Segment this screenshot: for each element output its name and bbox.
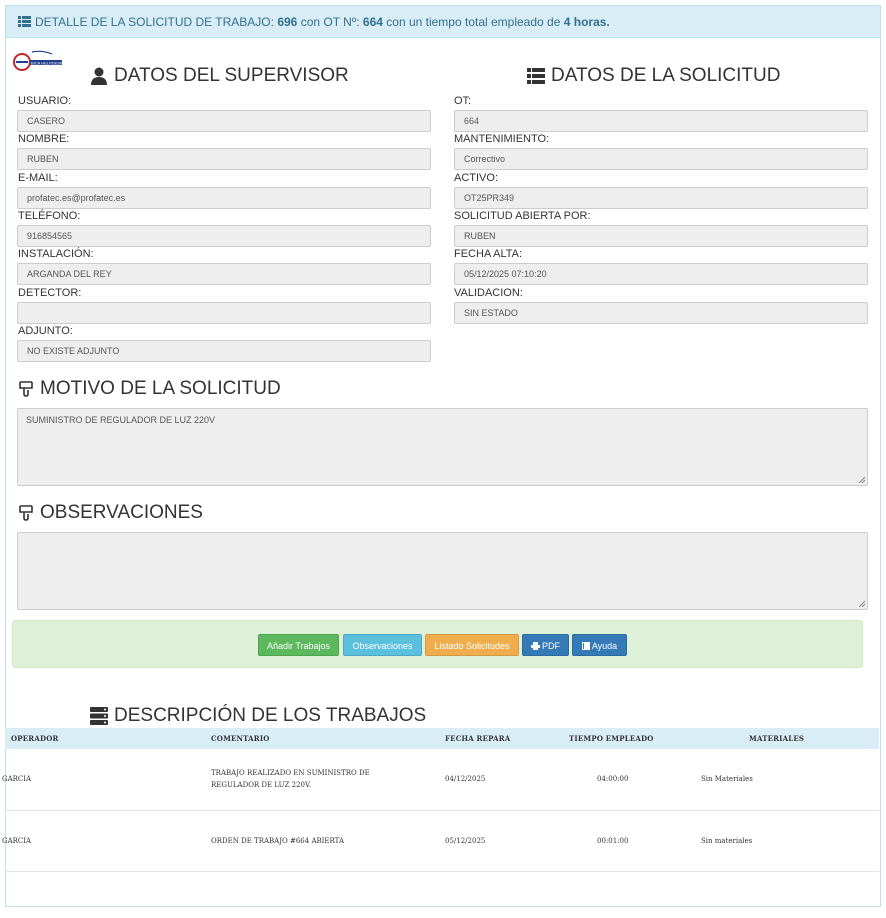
list-icon: [527, 68, 545, 84]
activo-label: ACTIVO:: [454, 172, 499, 184]
solicitud-section-title: [527, 65, 780, 87]
cell-tiempo: 00:01:00: [563, 810, 743, 871]
adjunto-label: ADJUNTO:: [18, 325, 73, 337]
pdf-button[interactable]: [522, 634, 569, 656]
panel-heading: [6, 6, 880, 38]
observaciones-textarea[interactable]: [17, 532, 868, 610]
usuario-label: USUARIO:: [18, 95, 72, 107]
heading-suffix: con un tiempo total empleado de: [386, 15, 561, 29]
ayuda-button[interactable]: [572, 634, 627, 656]
cell-operador: GARCIA: [5, 810, 205, 871]
detector-field[interactable]: [17, 302, 431, 324]
solicitud-title-text: DATOS DE LA SOLICITUD: [551, 65, 781, 86]
server-icon: [90, 707, 108, 725]
logo-text: BICA HELPDESK: [31, 60, 63, 66]
trabajos-section-title: [90, 705, 426, 727]
nombre-label: NOMBRE:: [18, 133, 70, 145]
column-header-materiales: MATERIALES: [743, 728, 879, 749]
total-hours: 4 horas.: [563, 15, 610, 29]
telefono-field[interactable]: 916854565: [17, 225, 431, 247]
user-icon: [90, 67, 108, 85]
abierta-por-field[interactable]: RUBEN: [454, 225, 868, 247]
email-label: E-MAIL:: [18, 172, 58, 184]
table-row[interactable]: [5, 749, 879, 810]
trabajos-table: [2, 728, 879, 872]
column-header-fecha: FECHA REPARA: [439, 728, 563, 749]
motivo-textarea[interactable]: [17, 408, 868, 486]
trabajos-title-text: DESCRIPCIÓN DE LOS TRABAJOS: [114, 705, 427, 726]
thumbs-down-icon: [18, 504, 34, 522]
cell-materiales: Sin materiales: [701, 810, 837, 871]
motivo-section-title: [18, 378, 281, 400]
resize-grip-icon[interactable]: [858, 600, 865, 607]
cell-comentario: TRABAJO REALIZADO EN SUMINISTRO DE REGULADOR DE LUZ 220V.: [205, 749, 439, 810]
action-button-bar: [12, 620, 863, 668]
ot-label: OT:: [454, 95, 472, 107]
ot-field[interactable]: 664: [454, 110, 868, 132]
observaciones-button[interactable]: Observaciones: [343, 634, 422, 656]
cell-tiempo: 04:00:00: [563, 749, 743, 810]
cell-operador: GARCIA: [5, 749, 205, 810]
usuario-field[interactable]: CASERO: [17, 110, 431, 132]
cell-comentario: ORDEN DE TRABAJO #664 ABIERTA: [205, 810, 439, 871]
activo-field[interactable]: OT25PR349: [454, 187, 868, 209]
instalacion-label: INSTALACIÓN:: [18, 248, 94, 260]
email-field[interactable]: profatec.es@profatec.es: [17, 187, 431, 209]
validacion-label: VALIDACION:: [454, 287, 523, 299]
column-header-operador: OPERADOR: [5, 728, 205, 749]
detector-label: DETECTOR:: [18, 287, 82, 299]
company-logo: [12, 48, 64, 74]
column-header-comentario: COMENTARIO: [205, 728, 439, 749]
heading-mid: con OT Nº:: [300, 15, 360, 29]
book-icon: [582, 642, 590, 650]
fecha-alta-field[interactable]: 05/12/2025 07:10:20: [454, 263, 868, 285]
motivo-text: SUMINISTRO DE REGULADOR DE LUZ 220V: [26, 415, 216, 425]
validacion-field[interactable]: SIN ESTADO: [454, 302, 868, 324]
supervisor-title-text: DATOS DEL SUPERVISOR: [114, 65, 349, 86]
list-icon: [18, 16, 31, 27]
instalacion-field[interactable]: ARGANDA DEL REY: [17, 263, 431, 285]
observaciones-section-title: [18, 502, 203, 524]
print-icon: [531, 642, 540, 650]
cell-fecha: 05/12/2025: [439, 810, 563, 871]
ayuda-label: Ayuda: [591, 641, 618, 651]
telefono-label: TELÉFONO:: [18, 210, 81, 222]
nombre-field[interactable]: RUBEN: [17, 148, 431, 170]
cell-materiales: Sin Materiales: [701, 749, 837, 810]
anadir-trabajos-button[interactable]: Añadir Trabajos: [258, 634, 339, 656]
adjunto-field[interactable]: NO EXISTE ADJUNTO: [17, 340, 431, 362]
table-row[interactable]: [5, 810, 879, 871]
ot-number: 664: [362, 15, 383, 29]
table-header-row: [5, 728, 879, 749]
pdf-label: PDF: [542, 641, 560, 651]
cell-fecha: 04/12/2025: [439, 749, 563, 810]
listado-solicitudes-button[interactable]: Listado Solicitudes: [425, 634, 519, 656]
fecha-alta-label: FECHA ALTA:: [454, 248, 523, 260]
motivo-title-text: MOTIVO DE LA SOLICITUD: [40, 378, 281, 399]
heading-prefix: DETALLE DE LA SOLICITUD DE TRABAJO:: [35, 15, 274, 29]
mantenimiento-label: MANTENIMIENTO:: [454, 133, 550, 145]
column-header-tiempo: TIEMPO EMPLEADO: [563, 728, 743, 749]
mantenimiento-field[interactable]: Correctivo: [454, 148, 868, 170]
abierta-por-label: SOLICITUD ABIERTA POR:: [454, 210, 591, 222]
thumbs-down-icon: [18, 380, 34, 398]
supervisor-section-title: [90, 65, 349, 87]
resize-grip-icon[interactable]: [858, 476, 865, 483]
observaciones-title-text: OBSERVACIONES: [40, 502, 203, 523]
solicitud-number: 696: [277, 15, 298, 29]
